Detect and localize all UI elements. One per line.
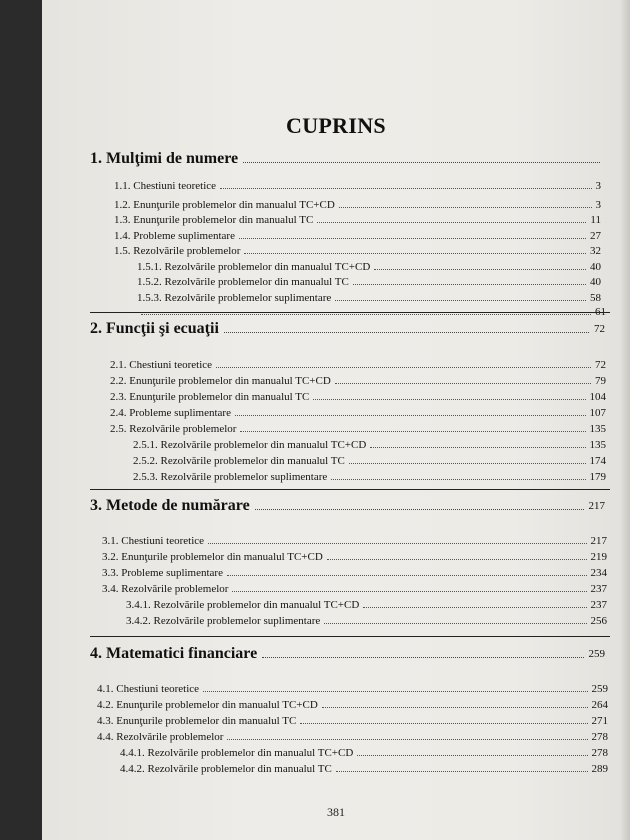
dot-leader — [335, 300, 586, 301]
entry-label: 4.4.2. Rezolvările problemelor din manualul TC — [120, 763, 332, 775]
toc-entry — [114, 212, 601, 226]
entry-page-number: 234 — [590, 567, 607, 579]
chapter-heading — [90, 497, 605, 515]
entry-label: 2.5.2. Rezolvările problemelor din manualul TC — [133, 455, 345, 467]
dot-leader — [227, 739, 587, 740]
dot-leader — [349, 463, 586, 464]
toc-entry — [114, 243, 601, 257]
book-page — [42, 0, 630, 840]
toc-entry — [97, 713, 608, 727]
entry-label: 1.4. Probleme suplimentare — [114, 230, 235, 242]
chapter-title: 1. Mulţimi de numere — [90, 150, 239, 167]
dot-leader — [313, 399, 585, 400]
entry-page-number: 61 — [595, 306, 606, 318]
entry-label: 4.1. Chestiuni teoretice — [97, 683, 200, 695]
entry-label: 1.5.3. Rezolvările problemelor suplimentare — [137, 292, 332, 304]
section-rule — [90, 312, 610, 313]
dot-leader — [216, 367, 591, 368]
entry-page-number: 237 — [590, 599, 607, 611]
entry-label: 1.1. Chestiuni teoretice — [114, 180, 217, 192]
entry-label: 2.1. Chestiuni teoretice — [110, 359, 213, 371]
dot-leader — [336, 771, 588, 772]
dot-leader — [239, 238, 586, 239]
entry-page-number: 72 — [595, 359, 606, 371]
chapter-title: 3. Metode de numărare — [90, 497, 250, 514]
entry-label: 3.4.1. Rezolvările problemelor din manualul TC+CD — [126, 599, 360, 611]
entry-label: 4.4. Rezolvările problemelor — [97, 731, 224, 743]
dot-leader — [331, 479, 585, 480]
toc-entry — [102, 549, 607, 563]
entry-label: 1.2. Enunţurile problemelor din manualul TC+CD — [114, 199, 335, 211]
toc-entry — [110, 389, 606, 403]
entry-page-number: 278 — [591, 747, 608, 759]
entry-label: 1.5. Rezolvările problemelor — [114, 245, 241, 257]
dot-leader — [357, 755, 587, 756]
entry-page-number: 237 — [590, 583, 607, 595]
dot-leader — [244, 253, 586, 254]
dot-leader — [224, 332, 589, 333]
entry-label: 3.1. Chestiuni teoretice — [102, 535, 205, 547]
page-title: CUPRINS — [286, 113, 386, 138]
entry-page-number: 219 — [590, 551, 607, 563]
page-number: 381 — [327, 805, 345, 819]
toc-subentry — [133, 469, 606, 483]
entry-page-number: 11 — [590, 214, 601, 226]
entry-page-number: 289 — [591, 763, 608, 775]
dot-leader — [339, 207, 592, 208]
dot-leader — [322, 707, 588, 708]
dot-leader — [374, 269, 586, 270]
toc-subentry — [137, 259, 601, 273]
toc-entry — [114, 178, 601, 192]
entry-label: 2.2. Enunţurile problemelor din manualul TC+CD — [110, 375, 331, 387]
dot-leader — [208, 543, 586, 544]
toc-entry — [114, 228, 601, 242]
dot-leader — [240, 431, 585, 432]
entry-page-number: 135 — [589, 439, 606, 451]
chapter-page-number: 259 — [588, 648, 605, 660]
toc-entry — [97, 729, 608, 743]
entry-label: 1.5.1. Rezolvările problemelor din manualul TC+CD — [137, 261, 371, 273]
toc-subentry — [137, 290, 601, 304]
section-rule — [90, 489, 610, 490]
toc-subentry — [137, 304, 606, 318]
toc-subentry — [126, 613, 607, 627]
dot-leader — [300, 723, 587, 724]
chapter-heading — [90, 320, 605, 338]
dot-leader — [243, 162, 600, 163]
entry-label: 2.5. Rezolvările problemelor — [110, 423, 237, 435]
entry-page-number: 104 — [589, 391, 606, 403]
section-rule — [90, 636, 610, 637]
entry-label: 2.5.1. Rezolvările problemelor din manualul TC+CD — [133, 439, 367, 451]
dot-leader — [235, 415, 586, 416]
entry-label: 2.4. Probleme suplimentare — [110, 407, 231, 419]
dot-leader — [262, 657, 583, 658]
dot-leader — [317, 222, 586, 223]
dot-leader — [324, 623, 586, 624]
toc-entry — [110, 373, 606, 387]
dot-leader — [353, 284, 586, 285]
toc-entry — [110, 357, 606, 371]
toc-entry — [102, 565, 607, 579]
entry-label: 4.3. Enunţurile problemelor din manualul TC — [97, 715, 297, 727]
entry-page-number: 264 — [591, 699, 608, 711]
toc-entry — [114, 197, 601, 211]
entry-page-number: 27 — [590, 230, 601, 242]
toc-subentry — [133, 453, 606, 467]
dot-leader — [370, 447, 585, 448]
dot-leader — [232, 591, 586, 592]
toc-entry — [97, 697, 608, 711]
entry-label: 3.2. Enunţurile problemelor din manualul TC+CD — [102, 551, 323, 563]
entry-label: 1.3. Enunţurile problemelor din manualul TC — [114, 214, 314, 226]
entry-page-number: 278 — [591, 731, 608, 743]
entry-page-number: 217 — [590, 535, 607, 547]
entry-page-number: 58 — [590, 292, 601, 304]
dot-leader — [327, 559, 587, 560]
entry-page-number: 271 — [591, 715, 608, 727]
toc-subentry — [126, 597, 607, 611]
chapter-heading — [90, 645, 605, 663]
dot-leader — [203, 691, 587, 692]
entry-label: 1.5.2. Rezolvările problemelor din manualul TC — [137, 276, 349, 288]
entry-page-number: 40 — [590, 261, 601, 273]
entry-label: 4.2. Enunţurile problemelor din manualul TC+CD — [97, 699, 318, 711]
dot-leader — [363, 607, 586, 608]
entry-label: 2.3. Enunţurile problemelor din manualul TC — [110, 391, 310, 403]
entry-label: 4.4.1. Rezolvările problemelor din manualul TC+CD — [120, 747, 354, 759]
dot-leader — [220, 188, 591, 189]
chapter-title: 2. Funcţii şi ecuaţii — [90, 320, 219, 337]
toc-subentry — [133, 437, 606, 451]
toc-entry — [110, 405, 606, 419]
dot-leader — [335, 383, 591, 384]
entry-page-number: 174 — [589, 455, 606, 467]
dot-leader — [227, 575, 587, 576]
toc-entry — [102, 533, 607, 547]
entry-page-number: 40 — [590, 276, 601, 288]
entry-page-number: 256 — [590, 615, 607, 627]
entry-page-number: 107 — [589, 407, 606, 419]
dot-leader — [255, 509, 584, 510]
dot-leader — [141, 314, 591, 315]
entry-label: 3.4. Rezolvările problemelor — [102, 583, 229, 595]
entry-page-number: 3 — [595, 180, 601, 192]
chapter-page-number: 217 — [588, 500, 605, 512]
chapter-heading — [90, 150, 605, 168]
toc-subentry — [137, 274, 601, 288]
entry-page-number: 259 — [591, 683, 608, 695]
entry-page-number: 32 — [590, 245, 601, 257]
toc-entry — [97, 681, 608, 695]
toc-entry — [102, 581, 607, 595]
entry-page-number: 3 — [595, 199, 601, 211]
entry-page-number: 79 — [595, 375, 606, 387]
entry-label: 3.4.2. Rezolvările problemelor suplimentare — [126, 615, 321, 627]
entry-page-number: 135 — [589, 423, 606, 435]
toc-subentry — [120, 761, 608, 775]
chapter-title: 4. Matematici financiare — [90, 645, 258, 662]
chapter-page-number: 72 — [594, 323, 605, 335]
entry-label: 3.3. Probleme suplimentare — [102, 567, 223, 579]
toc-entry — [110, 421, 606, 435]
entry-page-number: 179 — [589, 471, 606, 483]
toc-subentry — [120, 745, 608, 759]
entry-label: 2.5.3. Rezolvările problemelor suplimentare — [133, 471, 328, 483]
